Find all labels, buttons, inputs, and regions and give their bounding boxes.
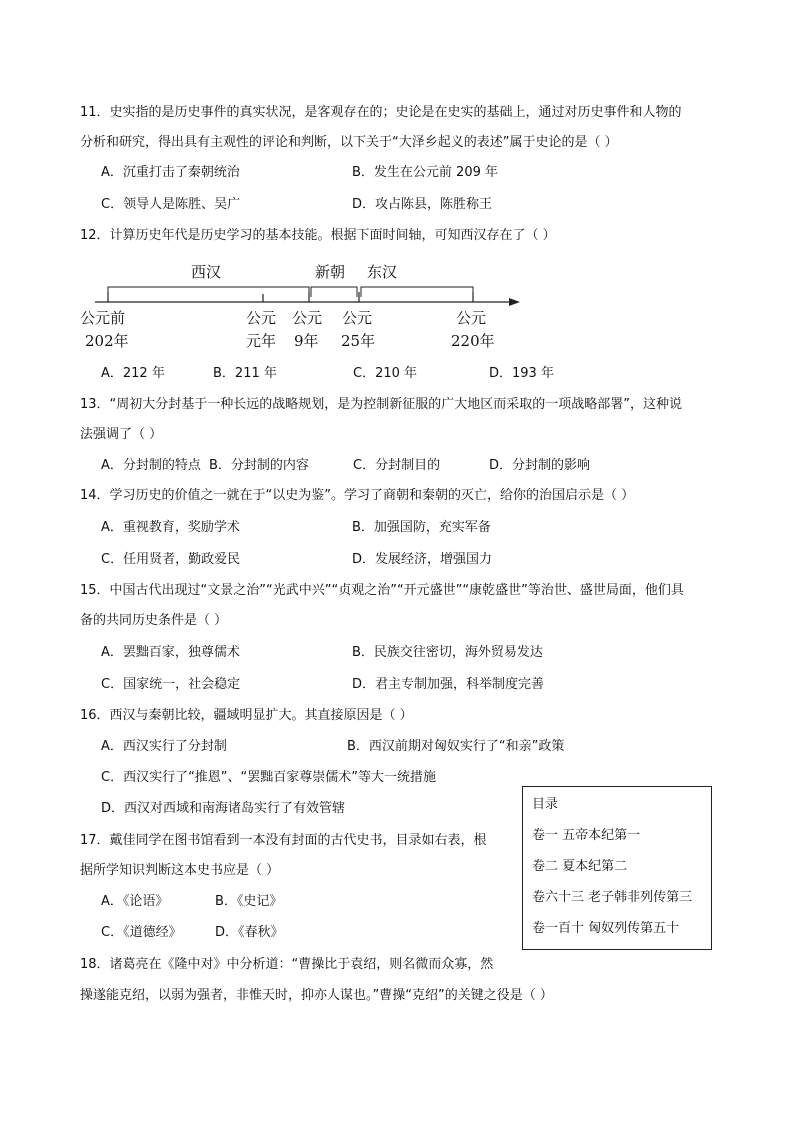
bracket-xihan [108,287,309,297]
q13-stem-line1: 13．“周初大分封基于一种长远的战略规划，是为控制新征服的广大地区而采取的一项战略部署”，这种说 [80,397,683,412]
q17-option-d[interactable]: D．《春秋》 [215,925,284,940]
q14-stem-line1: 14．学习历史的价值之一就在于“以史为鉴”。学习了商朝和秦朝的灭亡，给你的治国启示是（ ） [80,488,635,503]
q13-option-d[interactable]: D．分封制的影响 [489,458,591,473]
bracket-donghan [361,287,473,297]
q18-stem-line2: 操遂能克绍，以弱为强者，非惟天时，抑亦人谋也。”曹操“克绍”的关键之役是（ ） [80,988,553,1003]
tick-label-4-top: 公元 [342,309,373,327]
q16-option-d[interactable]: D．西汉对西域和南海诸岛实行了有效管辖 [101,801,346,816]
q11-option-a[interactable]: A．沉重打击了秦朝统治 [101,165,240,180]
q15-option-b[interactable]: B．民族交往密切，海外贸易发达 [352,645,543,660]
table-of-contents-box [522,786,712,950]
tick-label-2-bottom: 元年 [246,332,277,350]
q17-stem-line1: 17．戴佳同学在图书馆看到一本没有封面的古代史书，目录如右表，根 [80,833,487,848]
q14-option-a[interactable]: A．重视教育，奖励学术 [101,520,240,535]
q15-option-c[interactable]: C．国家统一，社会稳定 [101,677,241,692]
q13-option-a[interactable]: A．分封制的特点 [101,458,201,473]
q17-stem-line2: 据所学知识判断这本史书应是（ ） [80,863,280,878]
q17-option-a[interactable]: A．《论语》 [101,894,169,909]
tick-label-4-bottom: 25年 [341,332,376,350]
q16-option-c[interactable]: C．西汉实行了“推恩”、“罢黜百家尊崇儒术”等大一统措施 [101,770,437,785]
q17-option-c[interactable]: C．《道德经》 [101,925,182,940]
q13-option-c[interactable]: C．分封制目的 [353,458,441,473]
q15-stem-line2: 备的共同历史条件是（ ） [80,613,228,628]
q12-stem-line1: 12．计算历史年代是历史学习的基本技能。根据下面时间轴，可知西汉存在了（ ） [80,228,556,243]
q14-option-b[interactable]: B．加强国防，充实军备 [352,520,491,535]
toc-entry-1: 卷一 五帝本纪第一 [532,828,641,843]
q12-option-a[interactable]: A．212 年 [101,366,165,381]
tick-label-1-top: 公元前 [80,309,126,327]
tick-label-3-bottom: 9年 [294,332,319,350]
q13-option-b[interactable]: B．分封制的内容 [209,458,309,473]
q11-option-c[interactable]: C．领导人是陈胜、吴广 [101,197,241,212]
q16-option-b[interactable]: B．西汉前期对匈奴实行了“和亲”政策 [347,739,565,754]
q11-stem-line2: 分析和研究，得出具有主观性的评论和判断，以下关于“大泽乡起义的表述”属于史论的是（ ） [80,135,618,150]
toc-entry-4: 卷一百十 匈奴列传第五十 [532,921,680,936]
q15-stem-line1: 15．中国古代出现过“文景之治”“光武中兴”“贞观之治”“开元盛世”“康乾盛世”等治世、盛世局面，他们具 [80,583,684,598]
q15-option-d[interactable]: D．君主专制加强，科举制度完善 [352,677,545,692]
tick-label-5-top: 公元 [456,309,487,327]
q12-option-c[interactable]: C．210 年 [353,366,418,381]
tick-label-2-top: 公元 [246,309,277,327]
q11-option-b[interactable]: B．发生在公元前 209 年 [352,165,498,180]
q11-stem-line1: 11．史实指的是历史事件的真实状况，是客观存在的；史论是在史实的基础上，通过对历史事件和人物的 [80,105,682,120]
tick-label-3-top: 公元 [292,309,323,327]
q14-option-c[interactable]: C．任用贤者，勤政爱民 [101,552,241,567]
bracket-xinchao [311,287,357,297]
q17-option-b[interactable]: B．《史记》 [215,894,283,909]
q18-stem-line1: 18．诸葛亮在《隆中对》中分析道：“曹操比于袁绍，则名微而众寡，然 [80,957,494,972]
q15-option-a[interactable]: A．罢黜百家，独尊儒术 [101,645,240,660]
tick-label-1-bottom: 202年 [85,332,129,350]
q16-option-a[interactable]: A．西汉实行了分封制 [101,739,227,754]
timeline-arrow [509,298,520,306]
segment-donghan: 东汉 [367,263,398,281]
segment-xinchao: 新朝 [315,263,346,281]
toc-title: 目录 [532,797,559,812]
q16-stem-line1: 16．西汉与秦朝比较，疆域明显扩大。其直接原因是（ ） [80,708,413,723]
q13-stem-line2: 法强调了（ ） [80,427,163,442]
q12-option-b[interactable]: B．211 年 [213,366,277,381]
toc-entry-3: 卷六十三 老子韩非列传第三 [532,890,693,905]
q11-option-d[interactable]: D．攻占陈县，陈胜称王 [352,197,493,212]
tick-label-5-bottom: 220年 [451,332,495,350]
q14-option-d[interactable]: D．发展经济，增强国力 [352,552,493,567]
segment-xihan: 西汉 [191,263,222,281]
q12-option-d[interactable]: D．193 年 [489,366,554,381]
toc-entry-2: 卷二 夏本纪第二 [532,859,628,874]
